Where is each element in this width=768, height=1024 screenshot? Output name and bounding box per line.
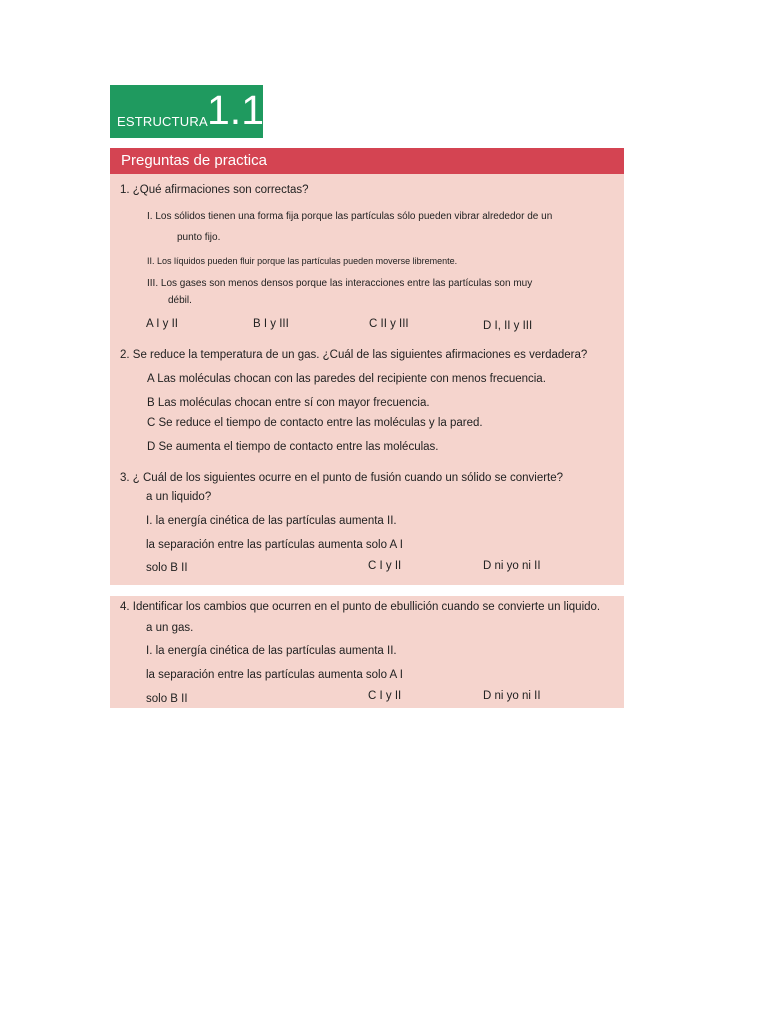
question-1-statement-1-cont: punto fijo. bbox=[177, 232, 221, 243]
question-4-option-c: C I y II bbox=[368, 690, 402, 702]
question-2-option-b: B Las moléculas chocan entre sí con mayor frecuencia. bbox=[147, 397, 430, 409]
question-2-option-c: C Se reduce el tiempo de contacto entre las moléculas y la pared. bbox=[147, 417, 483, 429]
question-3-option-c: C I y II bbox=[368, 560, 402, 572]
question-2-option-a: A Las moléculas chocan con las paredes del recipiente con menos frecuencia. bbox=[147, 373, 546, 385]
question-4-option-b: solo B II bbox=[146, 693, 188, 705]
question-1-statement-3-cont: débil. bbox=[168, 295, 192, 306]
question-3-line-2: la separación entre las partículas aumenta solo A I bbox=[146, 539, 403, 551]
question-1-option-d: D I, II y III bbox=[483, 320, 533, 332]
question-4-line-2: la separación entre las partículas aumenta solo A I bbox=[146, 669, 403, 681]
question-1-statement-3: III. Los gases son menos densos porque las interacciones entre las partículas son muy bbox=[147, 278, 533, 289]
question-2-option-d: D Se aumenta el tiempo de contacto entre las moléculas. bbox=[147, 441, 439, 453]
question-3-cont: a un liquido? bbox=[146, 491, 212, 503]
question-1-option-a: A I y II bbox=[146, 318, 178, 330]
questions-panel-1 bbox=[110, 174, 624, 585]
question-4-line-1: I. la energía cinética de las partículas aumenta II. bbox=[146, 645, 397, 657]
question-1-statement-1: I. Los sólidos tienen una forma fija porque las partículas sólo pueden vibrar alrededor de un bbox=[147, 211, 553, 222]
question-2: 2. Se reduce la temperatura de un gas. ¿Cuál de las siguientes afirmaciones es verdadera? bbox=[120, 349, 588, 361]
question-4: 4. Identificar los cambios que ocurren en el punto de ebullición cuando se convierte un liquido. bbox=[120, 601, 601, 613]
question-4-option-d: D ni yo ni II bbox=[483, 690, 541, 702]
question-3-line-1: I. la energía cinética de las partículas aumenta II. bbox=[146, 515, 397, 527]
questions-panel-2 bbox=[110, 596, 624, 708]
badge-number: 1.1 bbox=[207, 87, 264, 133]
badge-word: ESTRUCTURA bbox=[117, 114, 208, 129]
question-1-option-b: B I y III bbox=[253, 318, 289, 330]
question-1-option-c: C II y III bbox=[369, 318, 409, 330]
section-badge bbox=[110, 85, 263, 138]
question-3: 3. ¿ Cuál de los siguientes ocurre en el punto de fusión cuando un sólido se convierte? bbox=[120, 472, 564, 484]
question-3-option-b: solo B II bbox=[146, 562, 188, 574]
question-1: 1. ¿Qué afirmaciones son correctas? bbox=[120, 184, 309, 196]
question-4-cont: a un gas. bbox=[146, 622, 194, 634]
question-1-statement-2: II. Los líquidos pueden fluir porque las partículas pueden moverse libremente. bbox=[147, 256, 458, 266]
question-3-option-d: D ni yo ni II bbox=[483, 560, 541, 572]
section-header: Preguntas de practica bbox=[110, 148, 624, 174]
